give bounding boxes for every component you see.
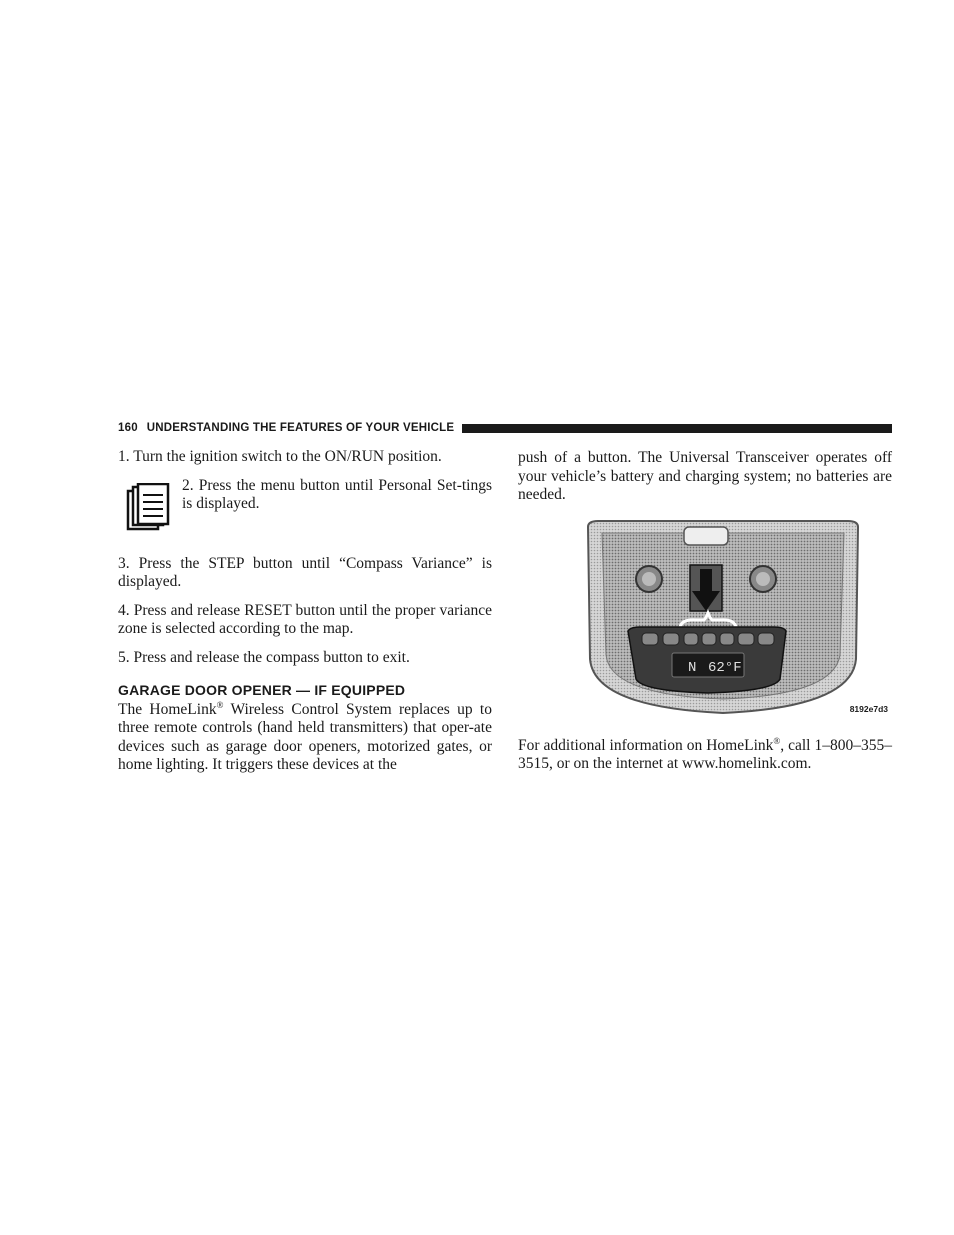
registered-mark: ®: [216, 699, 224, 710]
step-1: 1. Turn the ignition switch to the ON/RUN position.: [118, 448, 442, 465]
step-5: 5. Press and release the compass button to exit.: [118, 648, 410, 666]
step-3: 3. Press the STEP button until “Compass Variance” is displayed.: [118, 554, 492, 590]
step-4: 4. Press and release RESET button until the proper variance zone is selected according to the map.: [118, 601, 492, 637]
left-column: [118, 448, 492, 775]
notes-icon: [126, 483, 170, 531]
homelink-paragraph: The HomeLink® Wireless Control System replaces up to three remote controls (hand held transmitters) that oper-ate devices such as garage door openers, motorized gates, or home lighting. It triggers these devices at the: [118, 699, 492, 773]
display-compass: N: [688, 659, 697, 676]
section-title: UNDERSTANDING THE FEATURES OF YOUR VEHICLE: [146, 422, 455, 434]
step-2-text: 2. Press the menu button until Personal Set-tings is displayed.: [182, 476, 492, 512]
step-2: [118, 477, 492, 531]
overhead-console-figure: [518, 519, 892, 725]
figure-code: 8192e7d3: [849, 704, 888, 714]
page-number: 160: [118, 422, 138, 434]
contact-paragraph: For additional information on HomeLink®, call 1–800–355–3515, or on the internet at www.homelink.com.: [518, 735, 892, 772]
overhead-console-illustration: [518, 519, 892, 725]
registered-mark: ®: [773, 735, 781, 746]
page-header: [118, 419, 892, 437]
transceiver-paragraph: push of a button. The Universal Transceiver operates off your vehicle’s battery and charging system; no batteries are needed.: [518, 449, 892, 503]
header-rule: [462, 424, 892, 433]
section-heading: GARAGE DOOR OPENER — IF EQUIPPED: [118, 682, 406, 698]
right-column: [518, 449, 892, 774]
display-temperature: 62°F: [708, 659, 742, 676]
